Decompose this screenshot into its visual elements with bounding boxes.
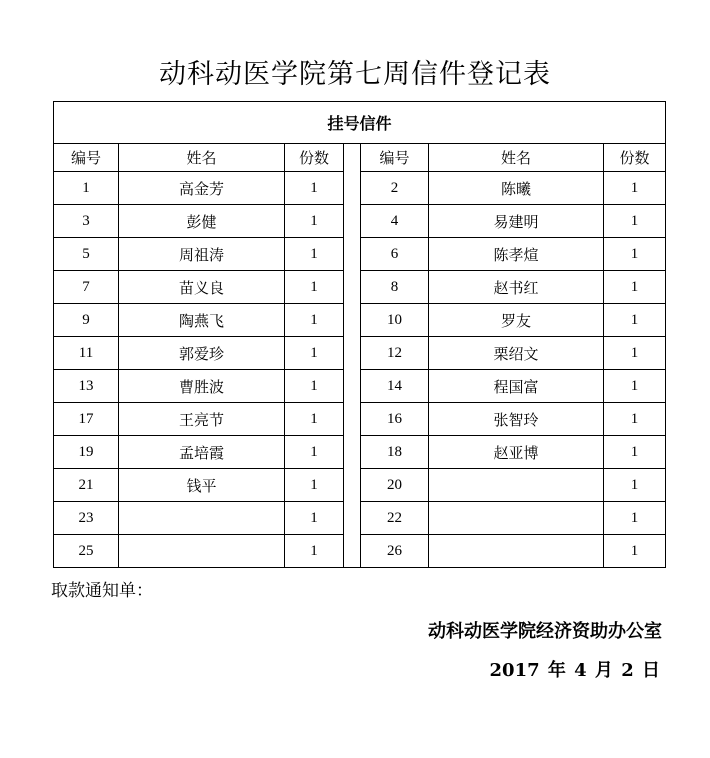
column-divider [344, 144, 361, 568]
table-row [54, 535, 666, 568]
right-name [429, 469, 604, 502]
right-number: 16 [361, 403, 429, 436]
left-count: 1 [285, 403, 344, 436]
left-name [119, 502, 285, 535]
left-count: 1 [285, 238, 344, 271]
right-count: 1 [604, 304, 666, 337]
table-row [54, 205, 666, 238]
left-name: 苗义良 [119, 271, 285, 304]
right-name: 赵亚博 [429, 436, 604, 469]
right-number: 26 [361, 535, 429, 568]
table-row [54, 271, 666, 304]
right-number: 8 [361, 271, 429, 304]
withdrawal-slip-label: 取款通知单： [51, 581, 153, 601]
left-name: 王亮节 [119, 403, 285, 436]
table-row [54, 436, 666, 469]
office-signature: 动科动医学院经济资助办公室 [428, 621, 662, 642]
right-count: 1 [604, 370, 666, 403]
right-name: 赵书红 [429, 271, 604, 304]
right-name: 张智玲 [429, 403, 604, 436]
header-row [54, 144, 666, 172]
right-number: 22 [361, 502, 429, 535]
table-caption: 挂号信件 [54, 102, 666, 144]
left-count: 1 [285, 436, 344, 469]
header-count-left: 份数 [285, 144, 344, 172]
left-count: 1 [285, 205, 344, 238]
right-count: 1 [604, 469, 666, 502]
left-count: 1 [285, 337, 344, 370]
left-name: 孟培霞 [119, 436, 285, 469]
left-name: 彭健 [119, 205, 285, 238]
left-name: 周祖涛 [119, 238, 285, 271]
left-number: 1 [54, 172, 119, 205]
right-number: 4 [361, 205, 429, 238]
right-name: 罗友 [429, 304, 604, 337]
left-name: 钱平 [119, 469, 285, 502]
left-number: 13 [54, 370, 119, 403]
table-row [54, 502, 666, 535]
header-name-left: 姓名 [119, 144, 285, 172]
page-title: 动科动医学院第七周信件登记表 [159, 59, 551, 90]
right-count: 1 [604, 337, 666, 370]
left-number: 5 [54, 238, 119, 271]
left-number: 23 [54, 502, 119, 535]
left-number: 25 [54, 535, 119, 568]
right-name [429, 502, 604, 535]
table-row [54, 403, 666, 436]
left-count: 1 [285, 502, 344, 535]
left-number: 7 [54, 271, 119, 304]
right-number: 6 [361, 238, 429, 271]
right-name: 程国富 [429, 370, 604, 403]
header-no-left: 编号 [54, 144, 119, 172]
right-count: 1 [604, 238, 666, 271]
left-number: 19 [54, 436, 119, 469]
right-count: 1 [604, 172, 666, 205]
right-name: 陈曦 [429, 172, 604, 205]
issue-date: 2017 年 4 月 2 日 [489, 660, 660, 681]
left-number: 11 [54, 337, 119, 370]
table-row [54, 304, 666, 337]
right-count: 1 [604, 205, 666, 238]
left-count: 1 [285, 469, 344, 502]
left-number: 21 [54, 469, 119, 502]
table-row [54, 337, 666, 370]
header-name-right: 姓名 [429, 144, 604, 172]
right-number: 14 [361, 370, 429, 403]
right-number: 12 [361, 337, 429, 370]
table-row [54, 370, 666, 403]
right-number: 20 [361, 469, 429, 502]
left-name: 曹胜波 [119, 370, 285, 403]
left-name [119, 535, 285, 568]
left-name: 郭爱珍 [119, 337, 285, 370]
left-count: 1 [285, 304, 344, 337]
right-name: 栗绍文 [429, 337, 604, 370]
right-number: 10 [361, 304, 429, 337]
right-count: 1 [604, 271, 666, 304]
registered-mail-table [53, 101, 666, 568]
right-count: 1 [604, 535, 666, 568]
header-count-right: 份数 [604, 144, 666, 172]
left-number: 9 [54, 304, 119, 337]
right-name: 易建明 [429, 205, 604, 238]
left-count: 1 [285, 172, 344, 205]
left-count: 1 [285, 370, 344, 403]
table-row [54, 469, 666, 502]
left-number: 3 [54, 205, 119, 238]
table-row [54, 172, 666, 205]
right-count: 1 [604, 502, 666, 535]
left-count: 1 [285, 535, 344, 568]
left-name: 高金芳 [119, 172, 285, 205]
left-count: 1 [285, 271, 344, 304]
right-count: 1 [604, 403, 666, 436]
left-name: 陶燕飞 [119, 304, 285, 337]
right-number: 18 [361, 436, 429, 469]
right-name [429, 535, 604, 568]
table-row [54, 238, 666, 271]
right-count: 1 [604, 436, 666, 469]
left-number: 17 [54, 403, 119, 436]
header-no-right: 编号 [361, 144, 429, 172]
right-number: 2 [361, 172, 429, 205]
right-name: 陈孝煊 [429, 238, 604, 271]
